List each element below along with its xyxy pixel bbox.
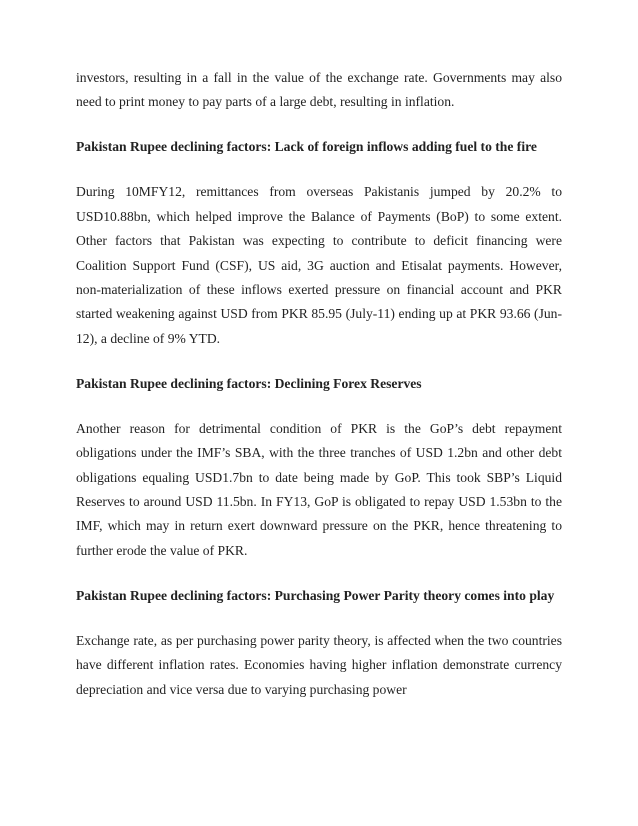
intro-paragraph: investors, resulting in a fall in the value of the exchange rate. Governments may also need to print money to pay parts of a large debt, resulting in inflation. — [76, 70, 562, 110]
paragraph-forex-reserves: Another reason for detrimental condition of PKR is the GoP’s debt repayment obligations under the IMF’s SBA, with the three tranches of USD 1.2bn and other debt obligations equaling USD1.7bn to date being made by GoP. This took SBP’s Liquid Reserves to around USD 11.5bn. In FY13, GoP is obligated to repay USD 1.53bn to the IMF, which may in return exert downward pressure on the PKR, hence threatening to further erode the value of PKR. — [76, 420, 562, 558]
document-page — [76, 66, 562, 723]
paragraph-purchasing-power-parity: Exchange rate, as per purchasing power parity theory, is affected when the two countries have different inflation rates. Economies having higher inflation demonstrate currency depreciation and vice versa due to varying purchasing power — [76, 632, 562, 697]
heading-forex-reserves: Pakistan Rupee declining factors: Declining Forex Reserves — [76, 375, 422, 391]
paragraph-foreign-inflows: During 10MFY12, remittances from overseas Pakistanis jumped by 20.2% to USD10.88bn, which helped improve the Balance of Payments (BoP) to some extent. Other factors that Pakistan was expecting to contribute to deficit financing were Coalition Support Fund (CSF), US aid, 3G auction and Etisalat payments. However, non-materialization of these inflows exerted pressure on financial account and PKR started weakening against USD from PKR 85.95 (July-11) ending up at PKR 93.66 (Jun-12), a decline of 9% YTD. — [76, 184, 562, 346]
heading-purchasing-power-parity: Pakistan Rupee declining factors: Purchasing Power Parity theory comes into play — [76, 587, 555, 603]
heading-foreign-inflows: Pakistan Rupee declining factors: Lack of foreign inflows adding fuel to the fire — [76, 139, 537, 155]
